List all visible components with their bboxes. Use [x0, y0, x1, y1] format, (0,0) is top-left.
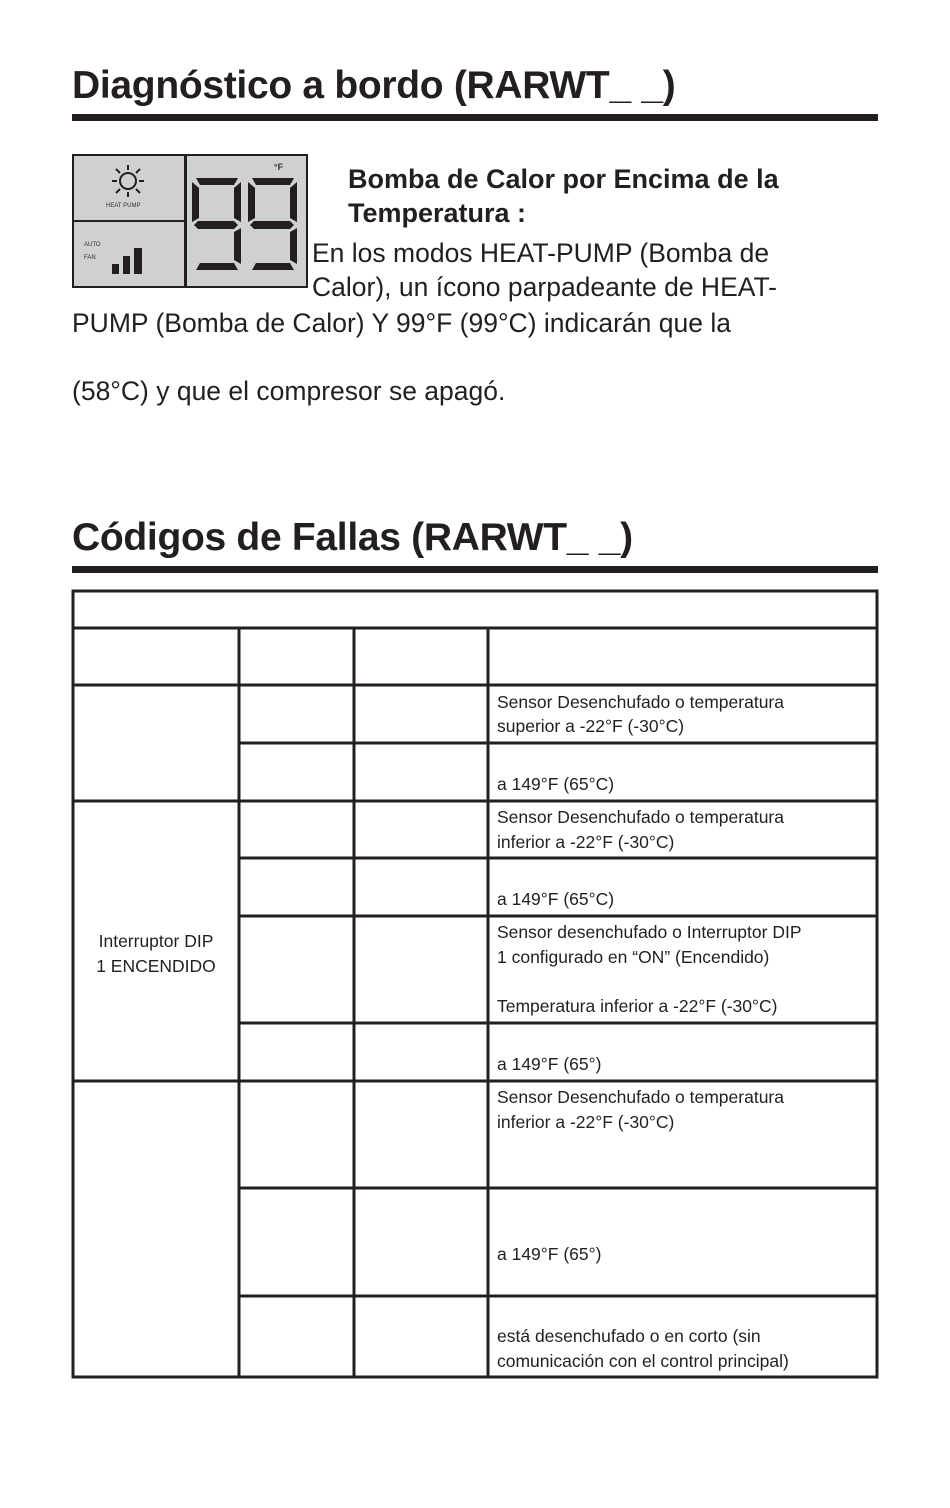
title-rule-2: [72, 566, 878, 573]
fan-label: FAN: [84, 255, 96, 261]
cell-r5-line2: 1 configurado en “ON” (Encendido): [497, 947, 770, 967]
cell-r1-line1: Sensor Desenchufado o temperatura: [497, 692, 784, 712]
section-title-diagnostics: Diagnóstico a bordo (RARWT_ _): [72, 64, 676, 107]
paragraph-line1: En los modos HEAT-PUMP (Bomba de: [312, 238, 770, 268]
cell-r8: a 149°F (65°): [497, 1244, 602, 1264]
cell-r4: a 149°F (65°C): [497, 889, 615, 909]
cell-r7-line1: Sensor Desenchufado o temperatura: [497, 1087, 784, 1107]
cell-r6: a 149°F (65°): [497, 1054, 602, 1074]
title-rule: [72, 114, 878, 121]
heat-pump-heading-line1: Bomba de Calor por Encima de la: [348, 164, 779, 194]
heat-pump-heading-line2: Temperatura :: [348, 198, 527, 228]
cell-r5-line1: Sensor desenchufado o Interruptor DIP: [497, 922, 802, 942]
section-title-fault-codes: Códigos de Fallas (RARWT_ _): [72, 516, 633, 559]
cell-r9-line2: comunicación con el control principal): [497, 1351, 789, 1371]
cell-r5-line3: Temperatura inferior a -22°F (-30°C): [497, 996, 778, 1016]
lcd-digits-99: [190, 176, 302, 272]
cell-r7-line2: inferior a -22°F (-30°C): [497, 1112, 675, 1132]
lcd-divider: [74, 220, 184, 222]
cell-r3-line2: inferior a -22°F (-30°C): [497, 832, 675, 852]
lcd-display-panel: [72, 154, 308, 288]
cell-dip-line1: Interruptor DIP: [98, 931, 214, 951]
cell-r3-line1: Sensor Desenchufado o temperatura: [497, 807, 784, 827]
heat-pump-sun-icon: [110, 164, 146, 198]
paragraph-line2: Calor), un ícono parpadeante de HEAT-: [312, 272, 778, 302]
heat-pump-label: HEAT PUMP: [106, 203, 141, 209]
auto-label: AUTO: [84, 242, 101, 248]
cell-r1-line2: superior a -22°F (-30°C): [497, 716, 685, 736]
lcd-unit: °F: [274, 162, 284, 172]
cell-r9-line1: está desenchufado o en corto (sin: [497, 1326, 761, 1346]
paragraph-line3: PUMP (Bomba de Calor) Y 99°F (99°C) indicarán que la: [72, 308, 731, 338]
fan-speed-bars-icon: [110, 244, 146, 276]
cell-r2: a 149°F (65°C): [497, 774, 615, 794]
paragraph-line4: (58°C) y que el compresor se apagó.: [72, 376, 506, 406]
cell-dip-line2: 1 ENCENDIDO: [96, 956, 216, 976]
